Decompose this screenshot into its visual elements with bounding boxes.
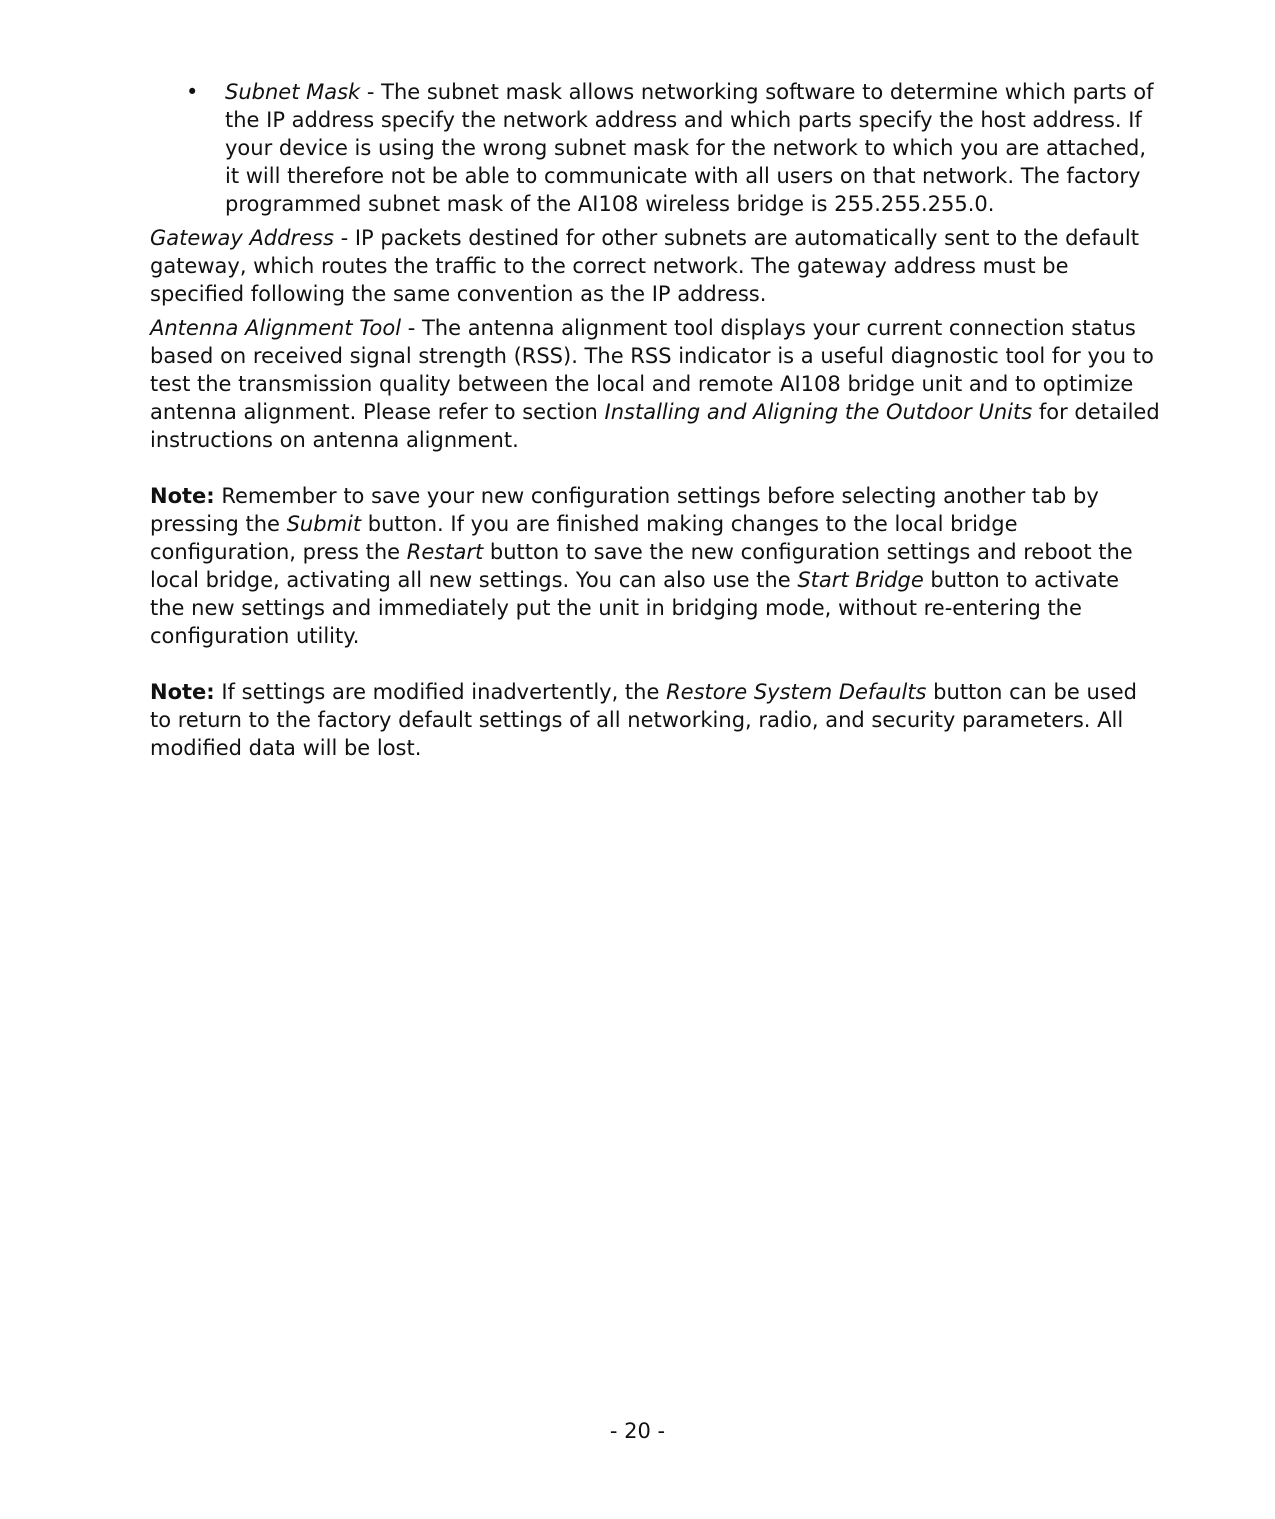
page-content <box>150 78 1160 762</box>
antenna-alignment-term: Antenna Alignment Tool <box>150 316 402 340</box>
subnet-mask-description: - The subnet mask allows networking software to determine which parts of the IP address specify the network address and which parts specify the host address. If your device is using the wrong subnet mask for the network to which you are attached, it will therefore not be able to communicate with all users on that network. The factory programmed subnet mask of the AI108 wireless bridge is 255.255.255.0. <box>225 80 1154 216</box>
list-item-subnet-mask <box>150 78 1160 218</box>
note-text: If settings are modified inadvertently, the <box>214 680 667 704</box>
section-reference: Installing and Aligning the Outdoor Units <box>604 400 1033 424</box>
note-save-settings <box>150 482 1160 650</box>
gateway-address-description: - IP packets destined for other subnets are automatically sent to the default gateway, which routes the traffic to the correct network. The gateway address must be specified following the same convention as the IP address. <box>150 226 1139 306</box>
subnet-mask-term: Subnet Mask <box>225 80 361 104</box>
note-text: button to save the new configuration settings and reboot the local bridge, activating all new settings. You can also use the <box>150 540 1133 592</box>
note-text: button can be used to return to the factory default settings of all networking, radio, and security parameters. All modified data will be lost. <box>150 680 1137 760</box>
antenna-alignment-description-end: for detailed instructions on antenna alignment. <box>150 400 1160 452</box>
note-text: Remember to save your new configuration settings before selecting another tab by pressing the <box>150 484 1099 536</box>
note-label: Note: <box>150 484 215 508</box>
note-text: button. If you are finished making changes to the local bridge configuration, press the <box>150 512 1018 564</box>
restore-defaults-button-ref: Restore System Defaults <box>666 680 927 704</box>
note-text: button to activate the new settings and immediately put the unit in bridging mode, without re-entering the configuration utility. <box>150 568 1120 648</box>
gateway-address-term: Gateway Address <box>150 226 334 250</box>
antenna-alignment-paragraph <box>150 314 1160 454</box>
note-restore-defaults <box>150 678 1160 762</box>
gateway-address-paragraph <box>150 224 1160 308</box>
start-bridge-button-ref: Start Bridge <box>797 568 924 592</box>
note-label: Note: <box>150 680 215 704</box>
page-number: - 20 - <box>609 1419 666 1443</box>
bullet-list <box>150 78 1160 218</box>
submit-button-ref: Submit <box>286 512 362 536</box>
bullet-icon: • <box>186 80 199 104</box>
restart-button-ref: Restart <box>406 540 484 564</box>
antenna-alignment-description: - The antenna alignment tool displays your current connection status based on received signal strength (RSS). The RSS indicator is a useful diagnostic tool for you to test the transmission quality between the local and remote AI108 bridge unit and to optimize antenna alignment. Please refer to section <box>150 316 1154 424</box>
